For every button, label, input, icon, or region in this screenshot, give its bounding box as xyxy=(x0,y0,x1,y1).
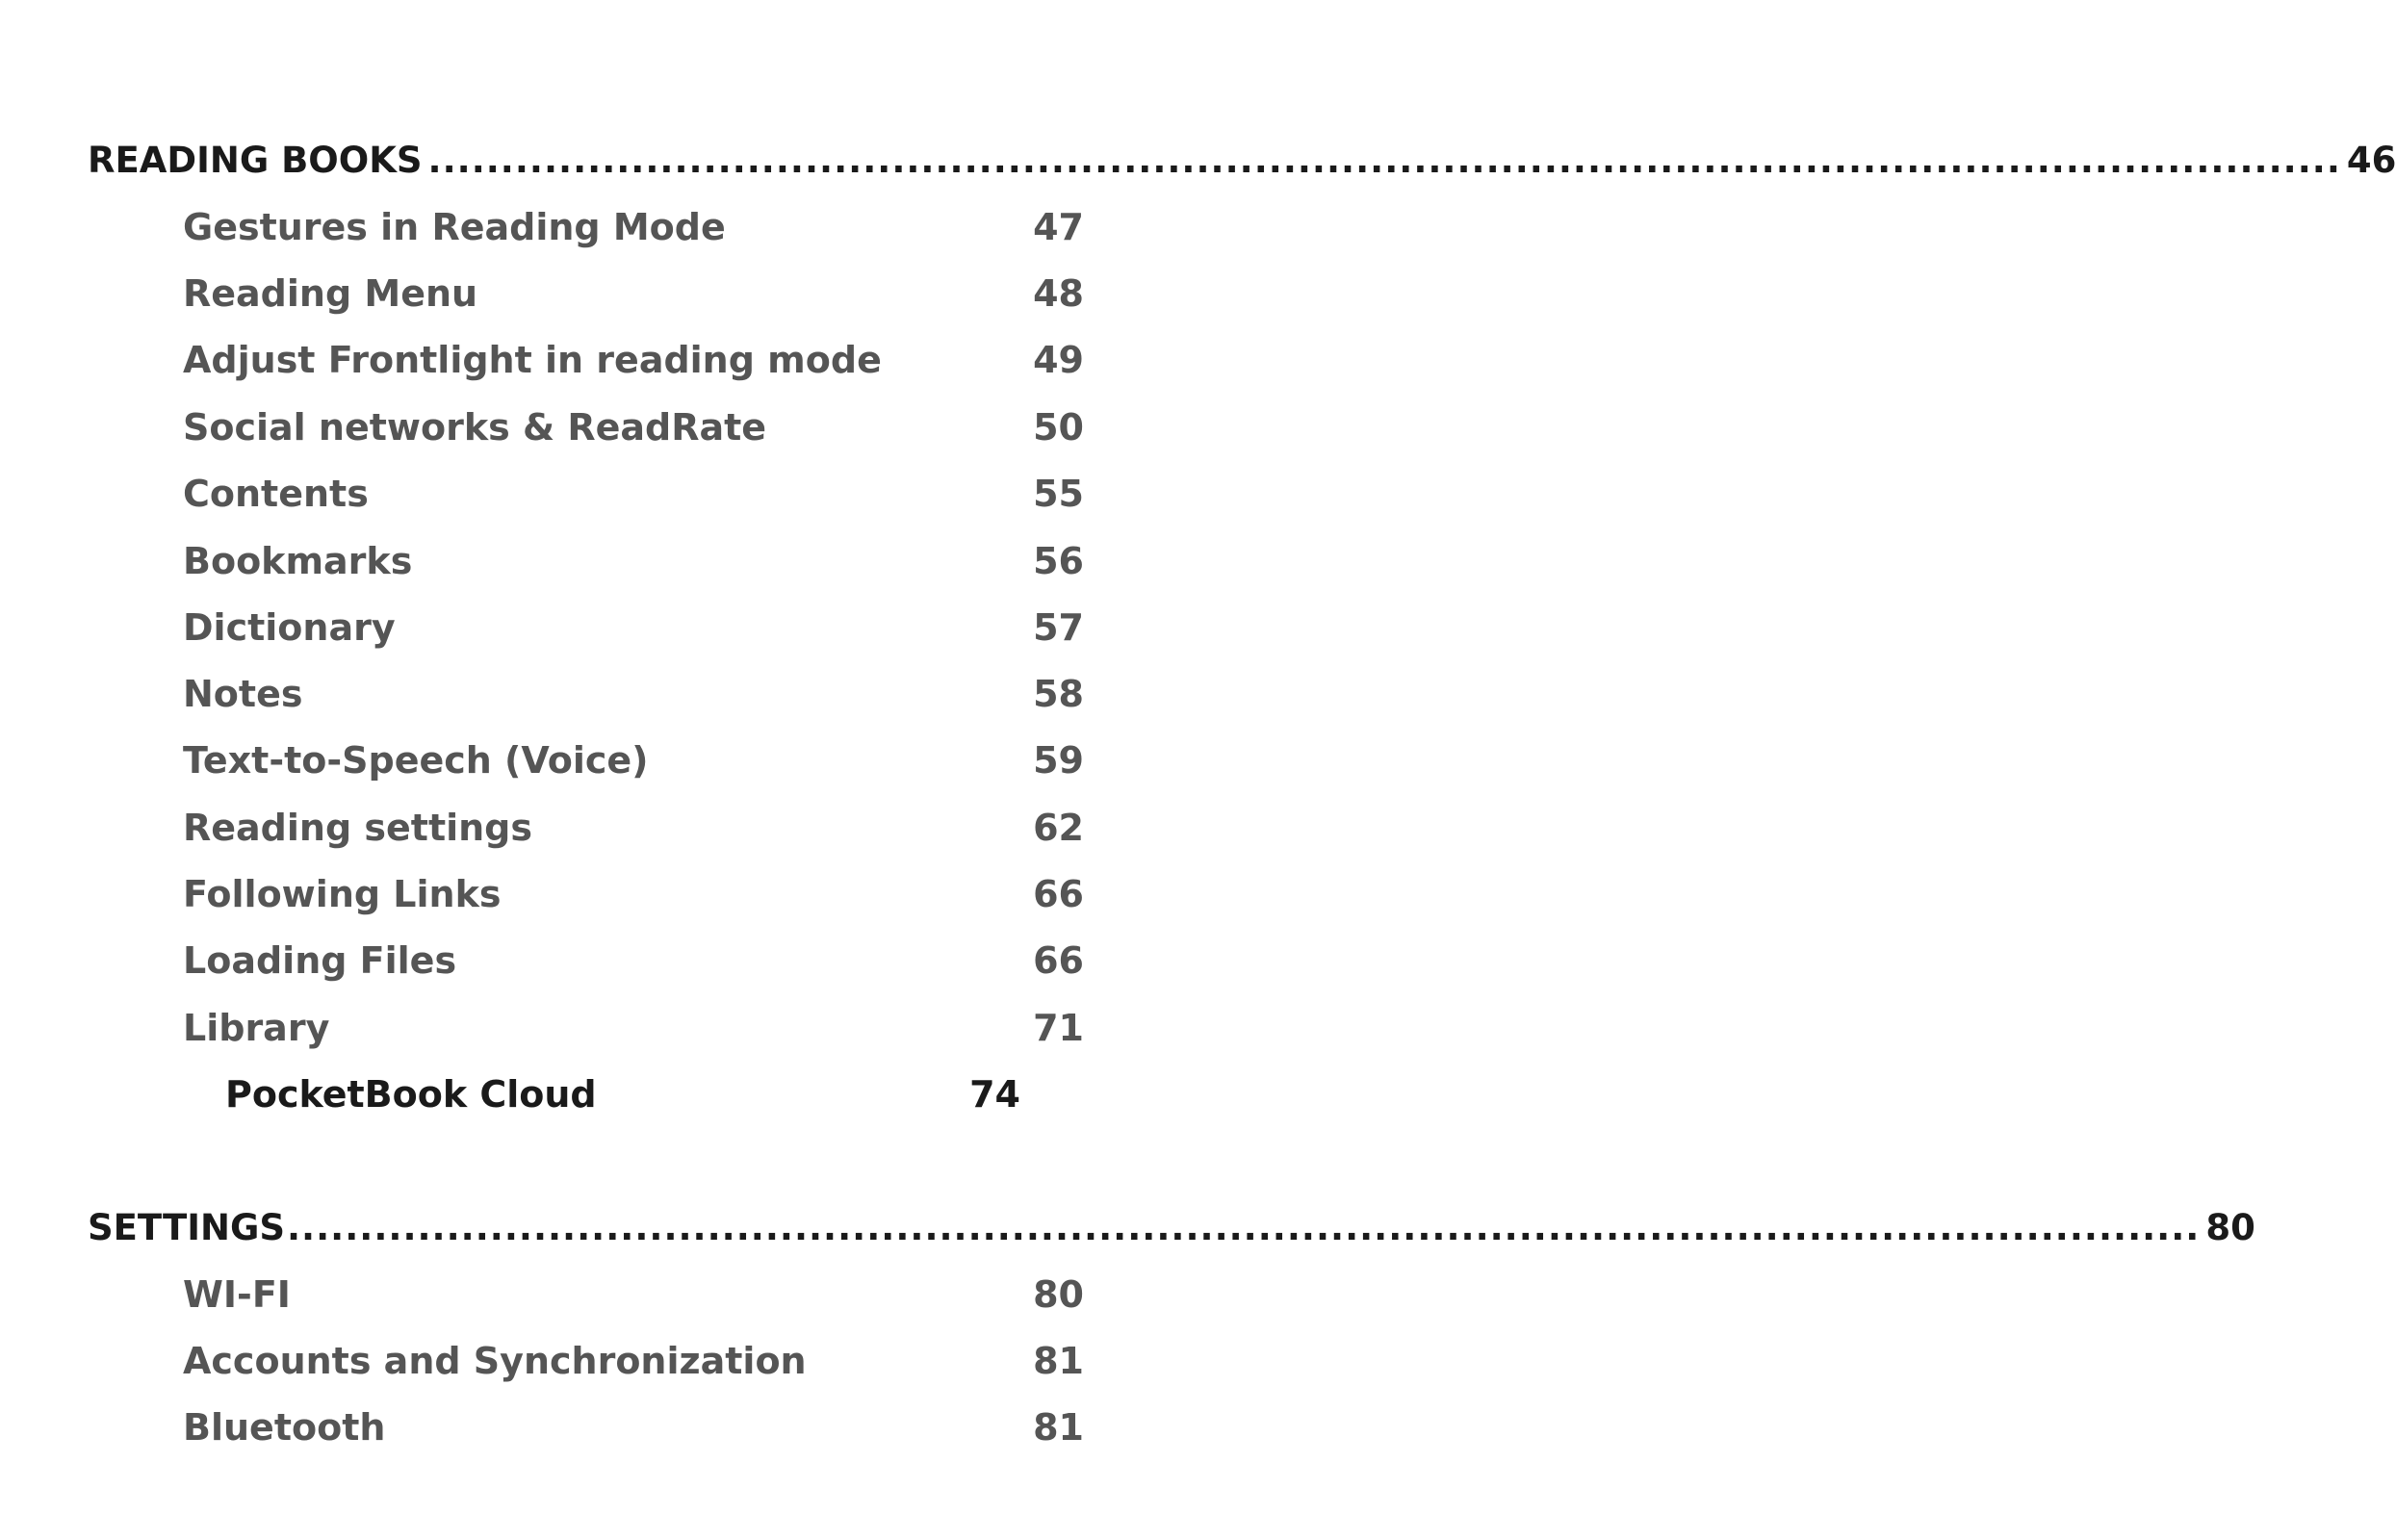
toc-entry[interactable] xyxy=(183,799,1084,857)
toc-entry[interactable] xyxy=(183,265,1084,322)
toc-entry-label: Dictionary xyxy=(183,606,396,649)
toc-entry[interactable] xyxy=(183,932,1084,989)
toc-entry-label: Adjust Frontlight in reading mode xyxy=(183,339,882,381)
toc-entry-page: 71 xyxy=(1033,1007,1084,1049)
toc-entry-page: 66 xyxy=(1033,873,1084,915)
section-heading[interactable] xyxy=(88,1204,2255,1252)
toc-subentry-label: PocketBook Cloud xyxy=(225,1073,597,1116)
toc-entry[interactable] xyxy=(183,198,1084,256)
toc-entry-page: 48 xyxy=(1033,272,1084,315)
toc-entry[interactable] xyxy=(183,599,1084,656)
toc-entry-page: 59 xyxy=(1033,739,1084,782)
section-heading[interactable] xyxy=(88,137,2396,185)
toc-entry-page: 66 xyxy=(1033,939,1084,982)
toc-entry-label: Loading Files xyxy=(183,939,457,982)
toc-entry-label: Bookmarks xyxy=(183,540,413,582)
toc-entry[interactable] xyxy=(183,865,1084,923)
toc-entry[interactable] xyxy=(183,532,1084,590)
toc-entry-label: Library xyxy=(183,1007,330,1049)
toc-entry-label: Following Links xyxy=(183,873,502,915)
section-heading-label: SETTINGS xyxy=(88,1207,285,1248)
toc-entry-page: 81 xyxy=(1033,1340,1084,1382)
toc-entry-page: 56 xyxy=(1033,540,1084,582)
toc-entry-page: 47 xyxy=(1033,206,1084,248)
toc-entry-label: Text-to-Speech (Voice) xyxy=(183,739,649,782)
toc-entry[interactable] xyxy=(183,1266,1084,1323)
toc-entry[interactable] xyxy=(183,1399,1084,1456)
toc-entry-label: Accounts and Synchronization xyxy=(183,1340,807,1382)
toc-entry-page: 81 xyxy=(1033,1406,1084,1449)
toc-subentry[interactable] xyxy=(225,1065,1020,1123)
toc-entry-label: Contents xyxy=(183,473,369,515)
toc-entry[interactable] xyxy=(183,999,1084,1057)
toc-entry-label: Reading settings xyxy=(183,807,533,849)
toc-entry[interactable] xyxy=(183,331,1084,389)
toc-entry-page: 80 xyxy=(1033,1273,1084,1316)
section-heading-label: READING BOOKS xyxy=(88,140,423,181)
toc-entry-page: 55 xyxy=(1033,473,1084,515)
toc-entry-page: 49 xyxy=(1033,339,1084,381)
toc-subentry-page: 74 xyxy=(969,1073,1020,1116)
toc-entry-label: Gestures in Reading Mode xyxy=(183,206,726,248)
toc-entry-page: 57 xyxy=(1033,606,1084,649)
toc-entry[interactable] xyxy=(183,465,1084,523)
dot-leader: .................................................................................................................................... xyxy=(427,140,2341,181)
toc-entry[interactable] xyxy=(183,665,1084,723)
dot-leader: .................................................................................................................................... xyxy=(287,1207,2201,1248)
toc-entry-page: 58 xyxy=(1033,673,1084,715)
toc-entry[interactable] xyxy=(183,1332,1084,1390)
section-heading-page: 80 xyxy=(2205,1207,2255,1248)
toc-entry[interactable] xyxy=(183,398,1084,456)
toc-entry-page: 50 xyxy=(1033,406,1084,449)
toc-entry-page: 62 xyxy=(1033,807,1084,849)
toc-entry-label: WI-FI xyxy=(183,1273,291,1316)
section-heading-page: 46 xyxy=(2346,140,2396,181)
toc-entry[interactable] xyxy=(183,732,1084,789)
toc-entry-label: Bluetooth xyxy=(183,1406,386,1449)
toc-entry-label: Reading Menu xyxy=(183,272,478,315)
toc-entry-label: Notes xyxy=(183,673,303,715)
toc-entry-label: Social networks & ReadRate xyxy=(183,406,767,449)
